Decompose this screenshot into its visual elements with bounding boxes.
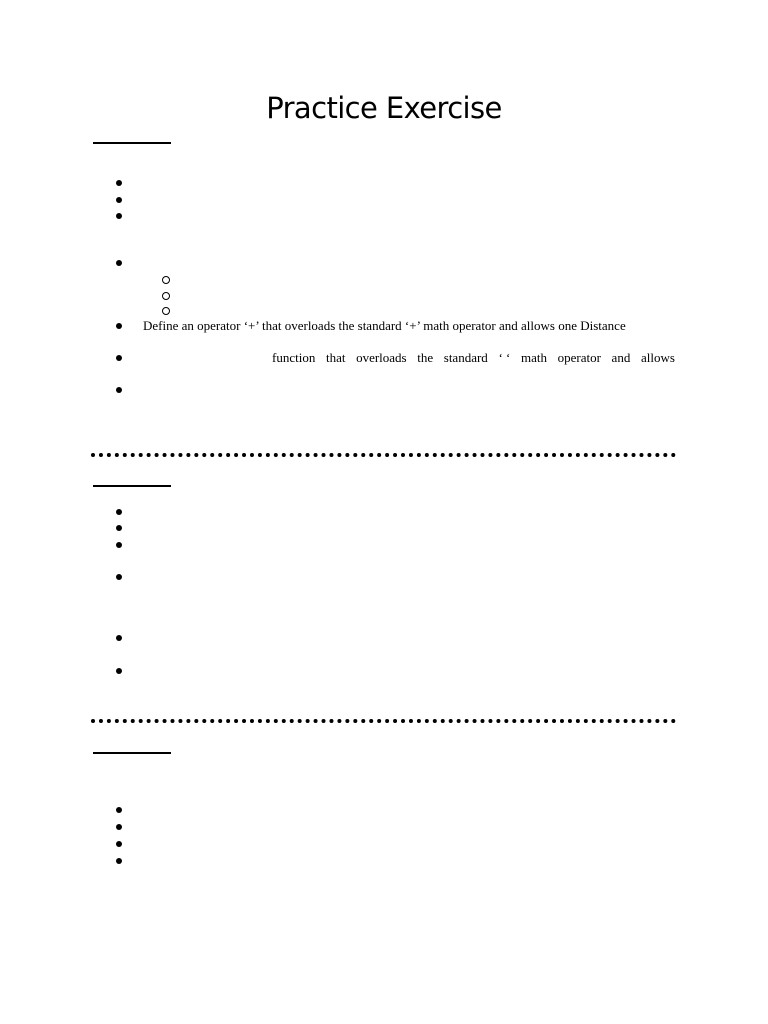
section-2-heading-underline [93, 485, 171, 487]
section-2-bullet-2 [115, 524, 123, 532]
section-1-bullet-4 [115, 259, 123, 267]
section-1-sub-bullet-3 [162, 307, 170, 315]
word: the [417, 350, 434, 365]
section-1-bullet-2 [115, 196, 123, 204]
section-1-bullet-3 [115, 212, 123, 220]
section-2-bullet-6 [115, 667, 123, 675]
word: function [272, 350, 316, 365]
word: allows [640, 350, 675, 365]
section-2-bullet-4 [115, 573, 123, 581]
word: and [611, 350, 631, 365]
section-3-bullet-1 [115, 806, 123, 814]
word: math [520, 350, 547, 365]
section-1-bullet-1 [115, 179, 123, 187]
section-3-bullet-4 [115, 857, 123, 865]
operator-minus-text [272, 350, 675, 366]
section-3-heading-underline [93, 752, 171, 754]
section-separator-2 [91, 719, 676, 723]
section-1-heading-underline [93, 142, 171, 144]
section-1-sub-bullet-2 [162, 292, 170, 300]
section-3-bullet-2 [115, 823, 123, 831]
section-1-bullet-operator-plus [115, 322, 123, 330]
section-2-bullet-3 [115, 541, 123, 549]
word: standard [443, 350, 488, 365]
word: overloads [356, 350, 407, 365]
section-2-bullet-1 [115, 508, 123, 516]
section-separator-1 [91, 453, 676, 457]
word: ‘ ‘ [498, 350, 511, 365]
section-1-sub-bullet-1 [162, 276, 170, 284]
word: that [325, 350, 346, 365]
word: operator [557, 350, 601, 365]
section-2-bullet-5 [115, 634, 123, 642]
operator-plus-text: Define an operator ‘+’ that overloads the standard ‘+’ math operator and allows one Distance [143, 318, 626, 333]
section-1-bullet-operator-minus [115, 354, 123, 362]
page-title: Practice Exercise [266, 91, 502, 125]
section-3-bullet-3 [115, 840, 123, 848]
section-1-bullet-last [115, 386, 123, 394]
